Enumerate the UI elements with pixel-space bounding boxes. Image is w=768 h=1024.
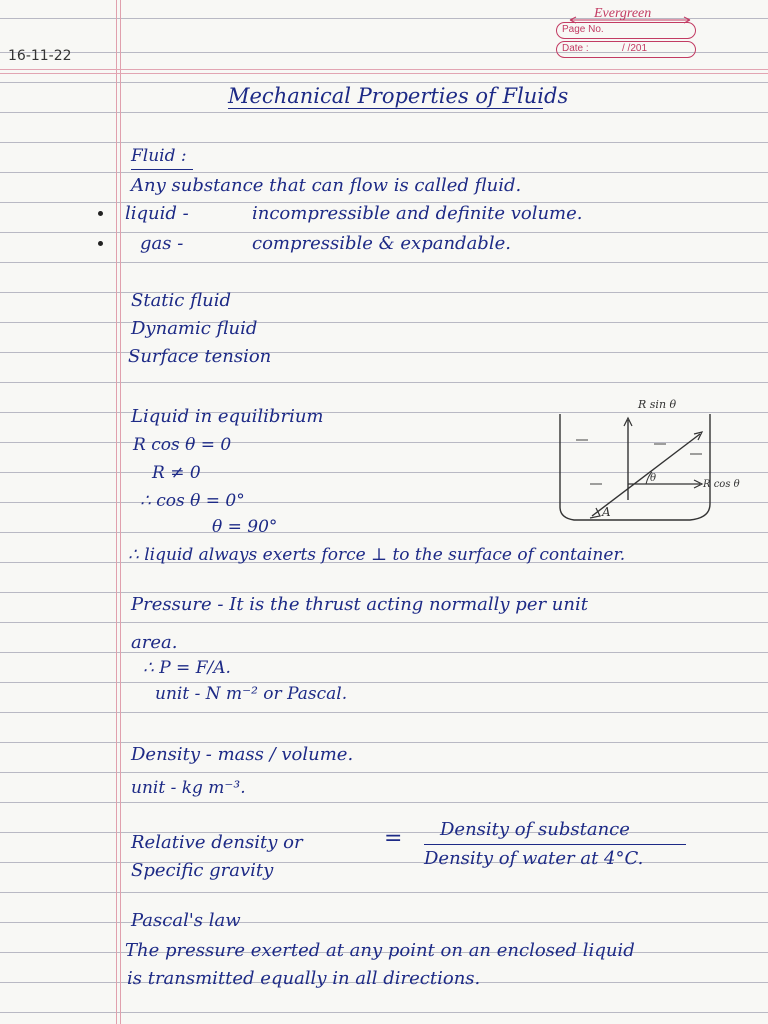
- diagram-label-rcos: R cos θ: [703, 479, 740, 490]
- bullet-icon: [98, 211, 103, 216]
- written-date: 16-11-22: [8, 48, 72, 64]
- brand-logo: Evergreen: [594, 6, 652, 21]
- equilibrium-conclusion: ∴ liquid always exerts force ⊥ to the surface of container.: [128, 545, 626, 565]
- fluid-definition: Any substance that can flow is called fluid.: [131, 175, 522, 196]
- equilibrium-line: ∴ cos θ = 0°: [140, 491, 245, 511]
- pascal-line-2: is transmitted equally in all directions.: [127, 968, 481, 989]
- fraction-denominator: Density of water at 4°C.: [424, 848, 644, 869]
- topic-item: Static fluid: [131, 290, 231, 311]
- gas-description: compressible & expandable.: [252, 233, 511, 254]
- margin-line-left-2: [120, 0, 121, 1024]
- pressure-formula: ∴ P = F/A.: [143, 658, 231, 678]
- liquid-label: liquid -: [125, 203, 189, 224]
- equilibrium-heading: Liquid in equilibrium: [131, 406, 324, 427]
- equilibrium-line: R ≠ 0: [152, 463, 201, 483]
- diagram-label-theta: θ: [650, 473, 657, 484]
- pascal-line-1: The pressure exerted at any point on an enclosed liquid: [125, 940, 635, 961]
- page-no-label: Page No.: [562, 24, 604, 35]
- pressure-line-2: area.: [131, 632, 178, 653]
- equilibrium-line: R cos θ = 0: [133, 435, 232, 455]
- page-number-box: [556, 22, 696, 62]
- pressure-unit: unit - N m⁻² or Pascal.: [155, 684, 348, 704]
- fraction-numerator: Density of substance: [440, 819, 630, 840]
- relative-density-label: Relative density or: [131, 832, 303, 853]
- gas-label: gas -: [140, 233, 184, 254]
- header-rule-2: [0, 73, 768, 74]
- density-line: Density - mass / volume.: [131, 744, 354, 765]
- pressure-line-1: Pressure - It is the thrust acting normally per unit: [131, 594, 588, 615]
- title-underline: [228, 108, 543, 109]
- diagram-label-a: A: [602, 505, 611, 519]
- fluid-heading-underline: [131, 169, 193, 170]
- topic-item: Dynamic fluid: [131, 318, 258, 339]
- margin-line-left-1: [116, 0, 117, 1024]
- bullet-icon: [98, 241, 103, 246]
- topic-item: Surface tension: [128, 346, 272, 367]
- fraction-bar: [424, 844, 686, 845]
- header-rule-1: [0, 69, 768, 70]
- pascal-heading: Pascal's law: [131, 910, 241, 931]
- liquid-description: incompressible and definite volume.: [252, 203, 583, 224]
- density-unit: unit - kg m⁻³.: [131, 778, 246, 798]
- date-value: / /201: [622, 43, 648, 54]
- container-force-diagram: [550, 392, 760, 528]
- equilibrium-line: θ = 90°: [212, 517, 278, 537]
- page-title: Mechanical Properties of Fluids: [228, 84, 569, 108]
- fluid-heading: Fluid :: [131, 146, 187, 166]
- diagram-label-rsin: R sin θ: [638, 398, 677, 411]
- specific-gravity-label: Specific gravity: [131, 860, 274, 881]
- equals-sign: =: [384, 826, 403, 851]
- date-label: Date :: [562, 43, 589, 54]
